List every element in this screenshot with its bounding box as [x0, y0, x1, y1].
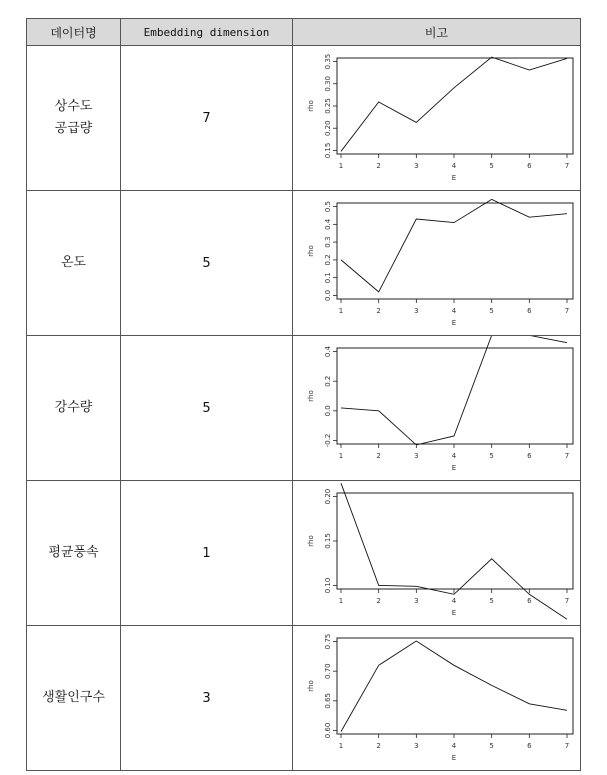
- series-line: [341, 641, 567, 732]
- header-data-name: 데이터명: [27, 19, 121, 46]
- y-tick-label: 0.60: [324, 722, 332, 739]
- x-tick-label: 2: [376, 452, 381, 460]
- y-tick-label: 0.15: [324, 533, 332, 549]
- y-tick-label: 0.2: [324, 375, 332, 387]
- y-tick-label: 0.10: [324, 577, 332, 594]
- x-tick-label: 7: [564, 452, 570, 460]
- rho-chart: [293, 481, 581, 625]
- x-tick-label: 2: [376, 162, 381, 170]
- y-tick-label: 0.0: [324, 405, 332, 417]
- row-name-line: 평균풍속: [48, 545, 99, 560]
- plot-frame: [337, 58, 573, 154]
- series-line: [341, 199, 567, 292]
- row-dimension: 5: [121, 336, 293, 481]
- y-tick-label: 0.30: [324, 75, 332, 92]
- x-tick-label: 3: [414, 597, 419, 605]
- row-dimension: 7: [121, 46, 293, 191]
- x-tick-label: 6: [527, 452, 532, 460]
- y-tick-label: -0.2: [324, 433, 332, 448]
- x-tick-label: 7: [564, 162, 570, 170]
- x-tick-label: 6: [527, 162, 532, 170]
- y-tick-label: 0.35: [324, 53, 332, 70]
- x-tick-label: 5: [489, 162, 494, 170]
- row-dimension: 3: [121, 626, 293, 771]
- x-tick-label: 5: [489, 742, 494, 750]
- row-plot: [293, 46, 581, 191]
- x-axis-label: E: [451, 609, 457, 617]
- y-tick-label: 0.5: [324, 200, 332, 213]
- x-tick-label: 4: [451, 307, 457, 315]
- row-name: [27, 336, 121, 481]
- row-name-line: 온도: [60, 255, 87, 270]
- x-tick-label: 1: [338, 597, 344, 605]
- row-name: [27, 46, 121, 191]
- x-tick-label: 3: [414, 162, 419, 170]
- rho-chart: [293, 626, 581, 770]
- x-tick-label: 3: [414, 452, 419, 460]
- row-name: [27, 481, 121, 626]
- x-tick-label: 6: [527, 597, 532, 605]
- x-tick-label: 7: [564, 742, 570, 750]
- table-row: [27, 191, 581, 336]
- row-dimension: 1: [121, 481, 293, 626]
- x-axis-label: E: [451, 464, 457, 472]
- x-tick-label: 3: [414, 742, 419, 750]
- y-axis-label: rho: [307, 245, 315, 257]
- y-tick-label: 0.70: [324, 663, 332, 679]
- x-tick-label: 3: [414, 307, 419, 315]
- x-tick-label: 4: [451, 742, 457, 750]
- x-tick-label: 1: [338, 742, 344, 750]
- row-dimension: 5: [121, 191, 293, 336]
- table-row: [27, 336, 581, 481]
- x-tick-label: 2: [376, 597, 381, 605]
- row-plot: [293, 191, 581, 336]
- series-line: [341, 57, 567, 151]
- x-tick-label: 2: [376, 307, 381, 315]
- x-axis-label: E: [451, 319, 457, 327]
- row-plot: [293, 481, 581, 626]
- y-axis-label: rho: [307, 100, 315, 112]
- y-axis-label: rho: [307, 535, 315, 547]
- row-name: [27, 191, 121, 336]
- x-tick-label: 1: [338, 307, 344, 315]
- x-tick-label: 4: [451, 452, 457, 460]
- table-row: [27, 481, 581, 626]
- rho-chart: [293, 191, 581, 335]
- row-name-line: 강수량: [54, 400, 93, 415]
- x-tick-label: 5: [489, 452, 494, 460]
- x-tick-label: 7: [564, 597, 570, 605]
- x-tick-label: 4: [451, 162, 457, 170]
- y-tick-label: 0.4: [324, 345, 332, 358]
- x-tick-label: 4: [451, 597, 457, 605]
- x-tick-label: 2: [376, 742, 381, 750]
- y-axis-label: rho: [307, 680, 315, 692]
- y-tick-label: 0.75: [324, 633, 332, 650]
- x-axis-label: E: [451, 174, 457, 182]
- y-tick-label: 0.15: [324, 142, 332, 159]
- y-tick-label: 0.20: [324, 488, 332, 505]
- embedding-table: [26, 18, 581, 771]
- plot-frame: [337, 203, 573, 299]
- x-axis-label: E: [451, 754, 457, 762]
- row-name-line: 공급량: [54, 121, 93, 136]
- y-tick-label: 0.1: [324, 272, 332, 284]
- y-tick-label: 0.4: [324, 218, 332, 230]
- x-tick-label: 7: [564, 307, 570, 315]
- table-row: [27, 626, 581, 771]
- header-remarks: 비고: [293, 19, 581, 46]
- row-name-line: 상수도: [54, 99, 93, 114]
- row-plot: [293, 626, 581, 771]
- row-name: [27, 626, 121, 771]
- y-tick-label: 0.25: [324, 98, 332, 114]
- plot-frame: [337, 493, 573, 589]
- row-name-line: 생활인구수: [42, 690, 105, 705]
- y-tick-label: 0.0: [324, 289, 332, 302]
- y-tick-label: 0.3: [324, 236, 332, 248]
- rho-chart: [293, 46, 581, 190]
- header-row: [27, 19, 581, 46]
- rho-chart: [293, 336, 581, 480]
- x-tick-label: 1: [338, 452, 344, 460]
- table-row: [27, 46, 581, 191]
- x-tick-label: 5: [489, 597, 494, 605]
- row-plot: [293, 336, 581, 481]
- x-tick-label: 6: [527, 742, 532, 750]
- plot-frame: [337, 638, 573, 734]
- x-tick-label: 5: [489, 307, 494, 315]
- x-tick-label: 1: [338, 162, 344, 170]
- series-line: [341, 336, 567, 445]
- y-tick-label: 0.2: [324, 254, 332, 266]
- x-tick-label: 6: [527, 307, 532, 315]
- y-tick-label: 0.65: [324, 693, 332, 709]
- y-axis-label: rho: [307, 390, 315, 402]
- y-tick-label: 0.20: [324, 120, 332, 137]
- header-embedding-dimension: Embedding dimension: [121, 19, 293, 46]
- plot-frame: [337, 348, 573, 444]
